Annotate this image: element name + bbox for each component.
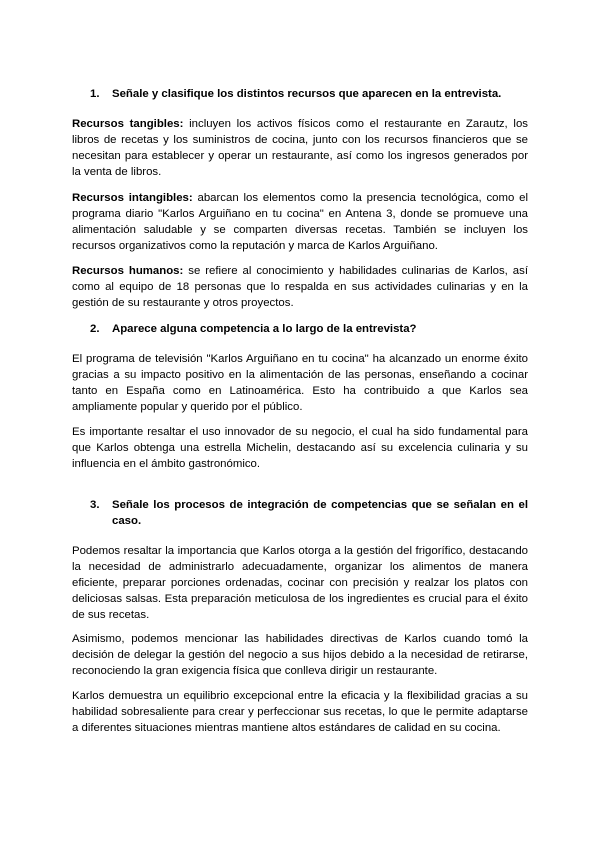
question-number: 2. — [90, 323, 100, 335]
question-number: 1. — [90, 88, 100, 100]
paragraph-body: incluyen los activos físicos como el restaurante en Zarautz, los libros de recetas y los suministros de cocina, junto con los recursos financieros que se necesitan para establecer y operar un restaurante, así como los ingresos generados por la venta de libros. — [72, 118, 528, 178]
question-1-heading — [90, 86, 528, 102]
question-2-heading — [90, 321, 528, 337]
paragraph-section3-3: Karlos demuestra un equilibrio excepcional entre la eficacia y la flexibilidad gracias a su habilidad sobresaliente para crear y perfeccionar sus recetas, lo que le permite adaptarse a diferentes situaciones mientras mantiene altos estándares de calidad en su cocina. — [72, 690, 528, 734]
paragraph-recursos-humanos — [72, 263, 528, 311]
paragraph-section2-1: El programa de televisión "Karlos Arguiñano en tu cocina" ha alcanzado un enorme éxito gracias a su impacto positivo en la alimentación de las personas, enseñando a cocinar tanto en España como en Latinoamérica. Esto ha contribuido a que Karlos sea ampliamente popular y querido por el público. — [72, 353, 528, 413]
paragraph-section3-1: Podemos resaltar la importancia que Karlos otorga a la gestión del frigorífico, destacando la necesidad de administrarlo adecuadamente, organizar los alimentos de manera eficiente, preparar porciones ordenadas, cocinar con precisión y realzar los platos con deliciosas salsas. Esta preparación meticulosa de los ingredientes es crucial para el éxito de sus recetas. — [72, 545, 528, 621]
question-text: Señale y clasifique los distintos recursos que aparecen en la entrevista. — [112, 88, 502, 100]
paragraph-recursos-intangibles — [72, 190, 528, 254]
question-text: Señale los procesos de integración de competencias que se señalan en el caso. — [112, 499, 528, 527]
paragraph-body: se refiere al conocimiento y habilidades culinarias de Karlos, así como al equipo de 18 personas que lo respalda en sus actividades culinarias y en la gestión de su restaurante y otros proyectos. — [72, 265, 528, 309]
paragraph-lead: Recursos intangibles: — [72, 192, 193, 204]
paragraph-lead: Recursos humanos: — [72, 265, 184, 277]
question-3-heading — [90, 497, 528, 529]
paragraph-body: abarcan los elementos como la presencia tecnológica, como el programa diario "Karlos Arguiñano en tu cocina" en Antena 3, donde se promueve una alimentación saludable y se comparten diversas recetas. También se incluyen los recursos organizativos como la reputación y marca de Karlos Arguiñano. — [72, 192, 528, 252]
question-text: Aparece alguna competencia a lo largo de la entrevista? — [112, 323, 417, 335]
question-number: 3. — [90, 499, 100, 511]
paragraph-lead: Recursos tangibles: — [72, 118, 184, 130]
paragraph-section2-2: Es importante resaltar el uso innovador de su negocio, el cual ha sido fundamental para que Karlos obtenga una estrella Michelin, destacando así su excelencia culinaria y su influencia en el ámbito gastronómico. — [72, 426, 528, 470]
paragraph-recursos-tangibles — [72, 116, 528, 180]
paragraph-section3-2: Asimismo, podemos mencionar las habilidades directivas de Karlos cuando tomó la decisión de delegar la gestión del negocio a sus hijos debido a la necesidad de retirarse, reconociendo la gran exigencia física que conlleva dirigir un restaurante. — [72, 633, 528, 677]
